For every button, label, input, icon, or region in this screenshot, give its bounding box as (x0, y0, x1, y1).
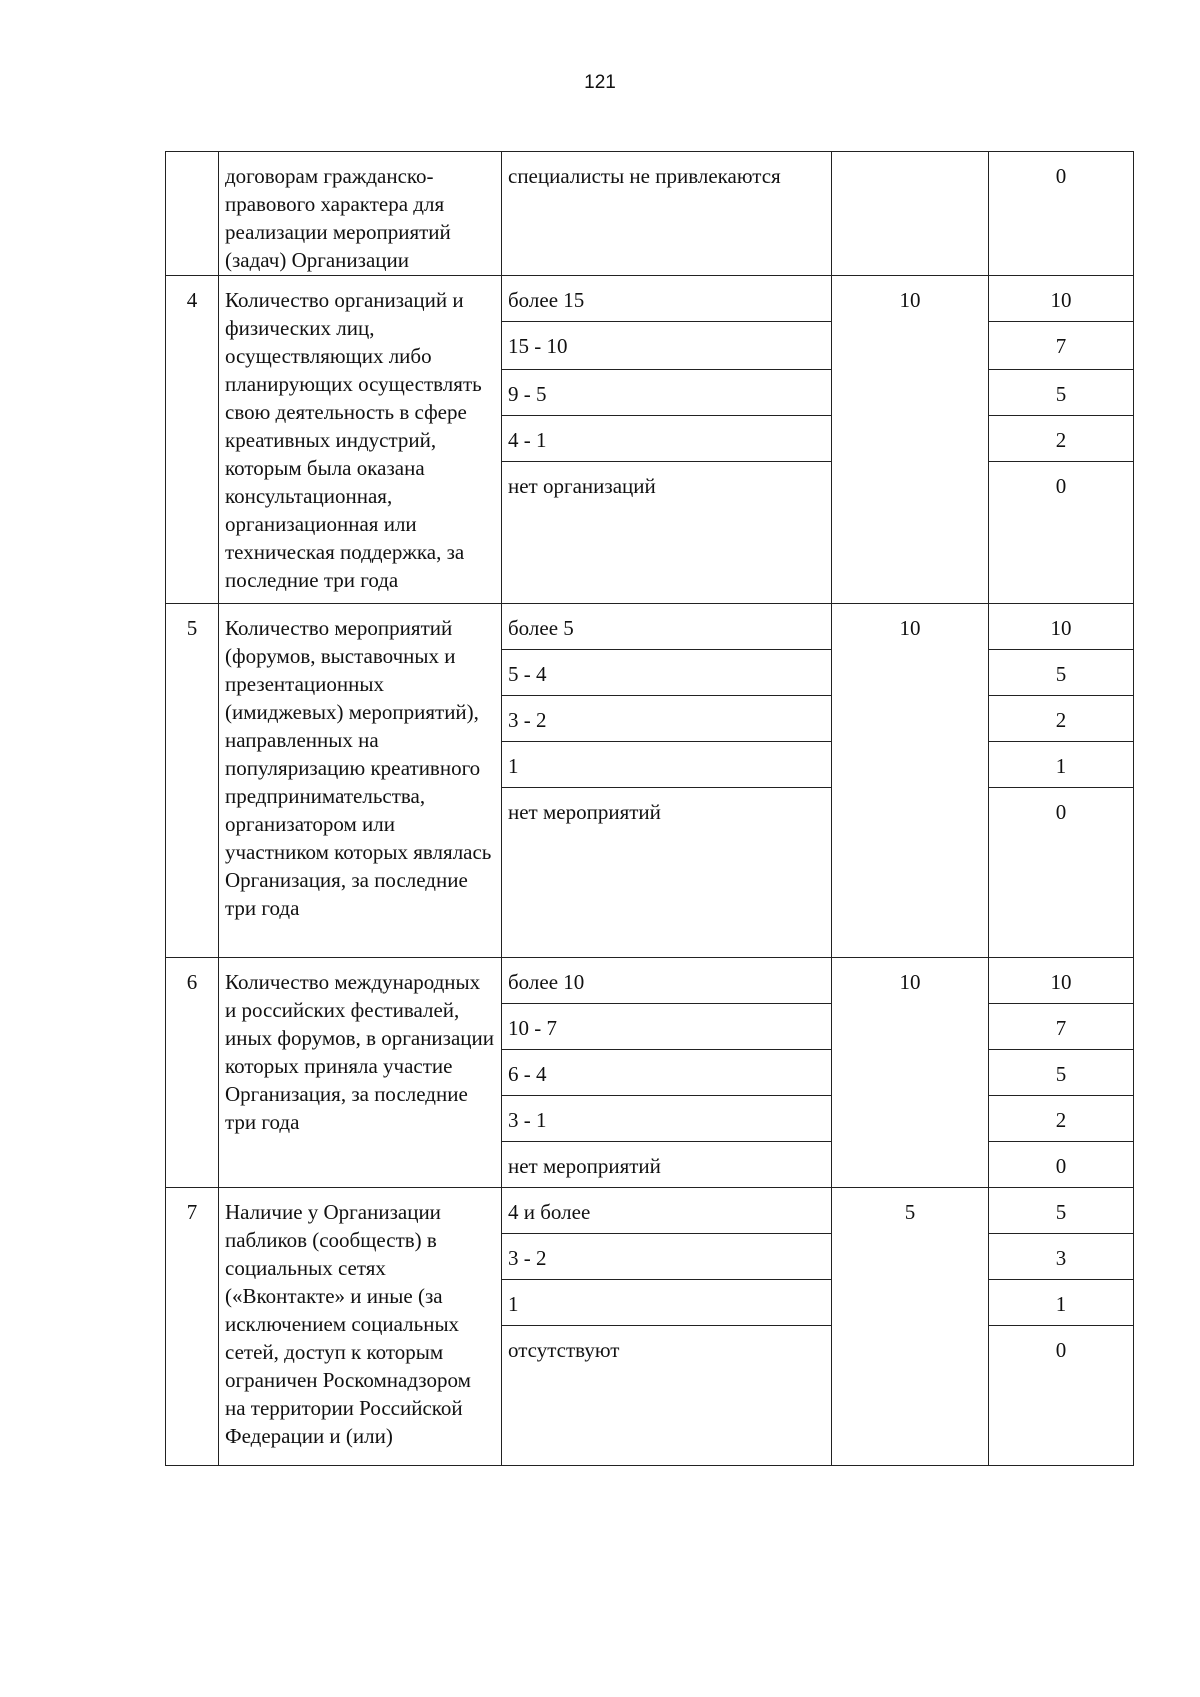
option-label: 1 (502, 742, 832, 788)
option-score: 0 (989, 788, 1134, 958)
option-label: 15 - 10 (502, 322, 832, 370)
option-score: 1 (989, 742, 1134, 788)
table-row (166, 276, 1134, 322)
option-score: 7 (989, 1004, 1134, 1050)
option-score: 7 (989, 322, 1134, 370)
option-label: 4 и более (502, 1188, 832, 1234)
option-score: 5 (989, 1188, 1134, 1234)
criterion-text: договорам гражданско-правового характера для реализации мероприятий (задач) Организации (219, 152, 502, 276)
option-label: нет мероприятий (502, 788, 832, 958)
max-score (832, 152, 989, 276)
criterion-number: 7 (166, 1188, 219, 1466)
option-label: более 15 (502, 276, 832, 322)
option-label: нет организаций (502, 462, 832, 604)
max-score: 5 (832, 1188, 989, 1466)
option-label: специалисты не привлекаются (502, 152, 832, 276)
option-score: 10 (989, 604, 1134, 650)
option-label: 3 - 1 (502, 1096, 832, 1142)
criterion-number: 6 (166, 958, 219, 1188)
option-score: 5 (989, 1050, 1134, 1096)
option-score: 5 (989, 370, 1134, 416)
table-row (166, 152, 1134, 276)
criterion-text: Количество организаций и физических лиц, осуществляющих либо планирующих осуществлять свою деятельность в сфере креативных индустрий, которым была оказана консультационная, организационная или техническая поддержка, за последние три года (219, 276, 502, 604)
option-label: 9 - 5 (502, 370, 832, 416)
option-score: 0 (989, 152, 1134, 276)
table-row (166, 958, 1134, 1004)
option-score: 2 (989, 696, 1134, 742)
option-label: 3 - 2 (502, 696, 832, 742)
criterion-number: 5 (166, 604, 219, 958)
option-label: 1 (502, 1280, 832, 1326)
option-label: 6 - 4 (502, 1050, 832, 1096)
criterion-number: 4 (166, 276, 219, 604)
criterion-text: Наличие у Организации пабликов (сообществ) в социальных сетях («Вконтакте» и иные (за исключением социальных сетей, доступ к которым ограничен Роскомнадзором на территории Российской Федерации и (или) (219, 1188, 502, 1466)
option-label: 5 - 4 (502, 650, 832, 696)
option-score: 0 (989, 1142, 1134, 1188)
option-label: 3 - 2 (502, 1234, 832, 1280)
max-score: 10 (832, 276, 989, 604)
option-label: нет мероприятий (502, 1142, 832, 1188)
criterion-text: Количество международных и российских фестивалей, иных форумов, в организации которых приняла участие Организация, за последние три года (219, 958, 502, 1188)
option-score: 2 (989, 1096, 1134, 1142)
option-score: 5 (989, 650, 1134, 696)
option-label: более 5 (502, 604, 832, 650)
option-label: более 10 (502, 958, 832, 1004)
option-score: 10 (989, 958, 1134, 1004)
table-row (166, 1188, 1134, 1234)
criteria-table (165, 151, 1134, 1466)
max-score: 10 (832, 958, 989, 1188)
option-label: отсутствуют (502, 1326, 832, 1466)
option-label: 10 - 7 (502, 1004, 832, 1050)
option-score: 2 (989, 416, 1134, 462)
max-score: 10 (832, 604, 989, 958)
option-score: 0 (989, 462, 1134, 604)
option-score: 10 (989, 276, 1134, 322)
criterion-text: Количество мероприятий (форумов, выставочных и презентационных (имиджевых) мероприятий), направленных на популяризацию креативного предпринимательства, организатором или участником которых являлась Организация, за последние три года (219, 604, 502, 958)
table-row (166, 604, 1134, 650)
criterion-number (166, 152, 219, 276)
option-score: 1 (989, 1280, 1134, 1326)
option-label: 4 - 1 (502, 416, 832, 462)
option-score: 3 (989, 1234, 1134, 1280)
option-score: 0 (989, 1326, 1134, 1466)
page-number: 121 (584, 72, 616, 93)
